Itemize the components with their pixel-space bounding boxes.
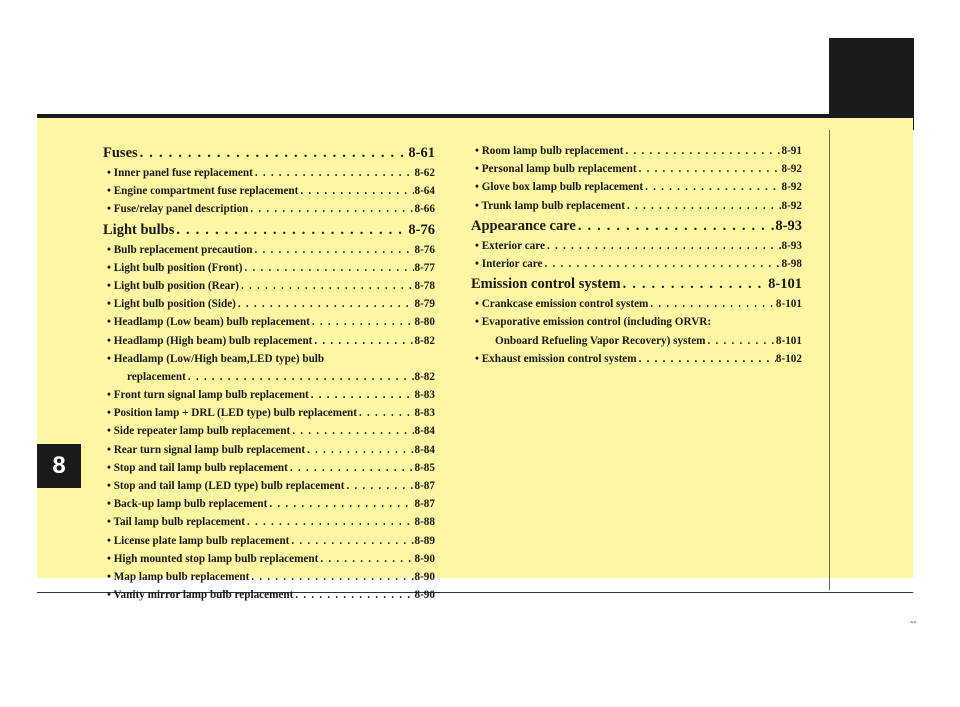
toc-entry[interactable] — [103, 200, 435, 218]
page-number: -- — [910, 617, 917, 628]
toc-entry-title: Appearance care — [471, 217, 576, 234]
dot-leader — [576, 215, 776, 237]
toc-entry-title: • Crankcase emission control system — [475, 298, 649, 311]
dot-leader — [357, 404, 414, 422]
toc-entry-page: 8-92 — [781, 163, 802, 176]
dot-leader — [543, 255, 782, 273]
toc-entry[interactable] — [471, 237, 802, 255]
dot-leader — [545, 237, 782, 255]
toc-entry-page: 8-90 — [414, 589, 435, 602]
toc-right-column — [471, 142, 802, 368]
toc-entry-page: 8-62 — [414, 167, 435, 179]
toc-entry[interactable] — [471, 160, 802, 178]
toc-entry-page: 8-93 — [781, 239, 802, 252]
toc-entry[interactable] — [471, 197, 802, 215]
toc-entry-title: • License plate lamp bulb replacement — [107, 534, 290, 547]
dot-leader — [309, 386, 415, 404]
toc-entry-title: • Evaporative emission control (including ORVR: — [475, 316, 712, 329]
toc-entry[interactable] — [471, 332, 802, 350]
toc-entry-page: 8-90 — [414, 552, 435, 565]
toc-entry[interactable] — [103, 550, 435, 568]
dot-leader — [138, 142, 409, 164]
toc-entry[interactable] — [103, 368, 435, 386]
toc-entry[interactable] — [103, 295, 435, 313]
toc-entry-page: 8-91 — [781, 145, 802, 157]
toc-entry-title: • Light bulb position (Rear) — [107, 279, 239, 292]
dot-leader — [186, 368, 415, 386]
toc-entry-page: 8-76 — [408, 221, 435, 238]
toc-entry-page: 8-87 — [414, 498, 435, 511]
toc-entry[interactable] — [103, 441, 435, 459]
dot-leader — [643, 178, 781, 196]
toc-entry-page: 8-84 — [414, 443, 435, 456]
toc-entry-page: 8-102 — [775, 352, 802, 365]
dot-leader — [253, 164, 415, 182]
toc-section-entry[interactable] — [103, 142, 435, 164]
toc-entry-page: 8-76 — [414, 243, 435, 256]
toc-entry[interactable] — [103, 259, 435, 277]
toc-entry-page: 8-77 — [414, 261, 435, 274]
dot-leader — [245, 513, 415, 531]
toc-entry-page: 8-79 — [414, 298, 435, 311]
toc-entry-page: 8-61 — [408, 145, 435, 161]
toc-entry-title: • Side repeater lamp bulb replacement — [107, 425, 291, 438]
toc-entry-page: 8-87 — [414, 480, 435, 492]
toc-entry[interactable] — [103, 459, 435, 477]
toc-entry[interactable] — [103, 532, 435, 550]
chapter-tab[interactable]: 8 — [37, 444, 81, 488]
dot-leader — [293, 586, 414, 604]
vertical-divider — [829, 130, 830, 590]
toc-entry[interactable] — [103, 404, 435, 422]
toc-entry-title: • Headlamp (Low beam) bulb replacement — [107, 316, 310, 329]
toc-entry-page: 8-83 — [414, 389, 435, 402]
dot-leader — [648, 295, 776, 313]
toc-entry-title: • Room lamp bulb replacement — [475, 145, 624, 157]
dot-leader — [289, 532, 414, 550]
toc-entry[interactable] — [103, 495, 435, 513]
dot-leader — [290, 422, 414, 440]
toc-entry-title: • Position lamp + DRL (LED type) bulb replacement — [107, 407, 358, 420]
toc-entry-title: • Interior care — [475, 257, 543, 270]
dot-leader — [621, 273, 769, 295]
toc-entry-title: • Light bulb position (Front) — [107, 261, 243, 274]
toc-entry[interactable] — [103, 386, 435, 404]
toc-entry-title: Onboard Refueling Vapor Recovery) system — [495, 334, 706, 347]
toc-entry-page: 8-80 — [414, 316, 435, 329]
toc-entry-title: • Fuse/relay panel description — [107, 203, 249, 216]
toc-entry[interactable] — [103, 241, 435, 259]
toc-entry-page: 8-83 — [414, 407, 435, 420]
toc-section-entry[interactable] — [471, 273, 802, 295]
dot-leader — [243, 259, 415, 277]
toc-entry-title: • Light bulb position (Side) — [107, 298, 236, 311]
dot-leader — [249, 568, 414, 586]
toc-entry-page: 8-90 — [414, 570, 435, 583]
toc-entry[interactable] — [103, 277, 435, 295]
dot-leader — [253, 241, 415, 259]
toc-entry-title: • Inner panel fuse replacement — [107, 167, 253, 179]
toc-entry-title: • Vanity mirror lamp bulb replacement — [107, 589, 294, 602]
toc-entry[interactable] — [471, 350, 802, 368]
dot-leader — [637, 160, 782, 178]
toc-entry-title: • Trunk lamp bulb replacement — [475, 199, 625, 212]
toc-entry-page: 8-93 — [775, 217, 802, 234]
dot-leader — [344, 477, 414, 495]
toc-entry-title: • Glove box lamp bulb replacement — [475, 181, 644, 194]
toc-entry[interactable] — [103, 422, 435, 440]
toc-entry-title: • Front turn signal lamp bulb replacement — [107, 389, 309, 402]
toc-left-column — [103, 142, 435, 604]
dot-leader — [624, 142, 782, 160]
toc-entry-title: Fuses — [103, 145, 138, 161]
toc-entry-page: 8-88 — [414, 516, 435, 529]
toc-section-entry[interactable] — [103, 219, 435, 241]
dot-leader — [298, 182, 414, 200]
dot-leader — [705, 332, 775, 350]
toc-entry[interactable] — [103, 164, 435, 182]
toc-entry-title: • Bulb replacement precaution — [107, 243, 253, 256]
toc-section-entry[interactable] — [471, 215, 802, 237]
dot-leader — [236, 295, 415, 313]
dot-leader — [174, 219, 408, 241]
toc-entry-title: Light bulbs — [103, 221, 175, 238]
toc-entry[interactable] — [471, 255, 802, 273]
toc-entry-title: • High mounted stop lamp bulb replacement — [107, 552, 319, 565]
toc-entry-title: • Exhaust emission control system — [475, 352, 637, 365]
toc-entry-title: • Back-up lamp bulb replacement — [107, 498, 268, 511]
toc-entry[interactable] — [103, 513, 435, 531]
toc-entry[interactable] — [103, 477, 435, 495]
toc-entry[interactable] — [103, 182, 435, 200]
toc-entry-page: 8-85 — [414, 461, 435, 474]
toc-entry-title: • Headlamp (Low/High beam,LED type) bulb — [107, 352, 325, 365]
toc-entry-page: 8-92 — [781, 199, 802, 212]
dot-leader — [248, 200, 414, 218]
toc-entry-title: • Exterior care — [475, 239, 545, 252]
dot-leader — [310, 313, 415, 331]
toc-entry-page: 8-101 — [775, 334, 802, 347]
dot-leader — [288, 459, 415, 477]
toc-entry-title: • Headlamp (High beam) bulb replacement — [107, 334, 313, 347]
toc-entry-title: • Personal lamp bulb replacement — [475, 163, 637, 176]
toc-entry-title: • Tail lamp bulb replacement — [107, 516, 245, 529]
toc-entry[interactable] — [103, 313, 435, 331]
toc-entry[interactable] — [471, 142, 802, 160]
toc-entry-title: • Stop and tail lamp bulb replacement — [107, 461, 288, 474]
toc-entry-page: 8-82 — [414, 370, 435, 383]
toc-entry[interactable] — [103, 350, 435, 368]
toc-entry-title: replacement — [127, 370, 186, 383]
toc-entry-page: 8-92 — [781, 181, 802, 194]
toc-entry[interactable] — [103, 586, 435, 604]
toc-entry-page: 8-101 — [768, 276, 802, 293]
toc-entry-title: • Rear turn signal lamp bulb replacement — [107, 443, 306, 456]
dot-leader — [637, 350, 776, 368]
toc-entry[interactable] — [103, 568, 435, 586]
toc-entry-page: 8-82 — [414, 334, 435, 347]
toc-entry-title: • Map lamp bulb replacement — [107, 570, 250, 583]
toc-entry[interactable] — [103, 332, 435, 350]
toc-entry-title: • Stop and tail lamp (LED type) bulb replacement — [107, 480, 345, 492]
toc-entry-title: Emission control system — [471, 276, 621, 293]
toc-entry-page: 8-78 — [414, 279, 435, 292]
toc-entry-page: 8-89 — [414, 534, 435, 547]
toc-entry-title: • Engine compartment fuse replacement — [107, 185, 299, 198]
dot-leader — [267, 495, 414, 513]
toc-entry[interactable] — [471, 178, 802, 196]
toc-entry-page: 8-66 — [414, 203, 435, 216]
toc-entry-page: 8-84 — [414, 425, 435, 438]
dot-leader — [312, 332, 414, 350]
toc-entry-page: 8-98 — [781, 257, 802, 270]
toc-entry-page: 8-64 — [414, 185, 435, 198]
dot-leader — [318, 550, 414, 568]
dot-leader — [305, 441, 414, 459]
dot-leader — [625, 197, 781, 215]
toc-entry[interactable] — [471, 295, 802, 313]
toc-entry-page: 8-101 — [775, 298, 802, 311]
toc-entry[interactable] — [471, 313, 802, 331]
dot-leader — [239, 277, 415, 295]
